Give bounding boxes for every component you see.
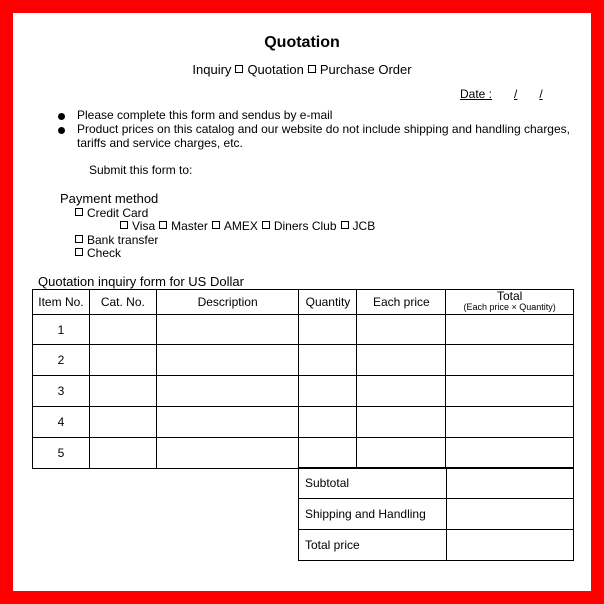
summary-row-total [299, 530, 574, 561]
checkbox-jcb[interactable] [341, 221, 349, 229]
quantity-cell[interactable] [299, 345, 357, 376]
table-row [33, 407, 574, 438]
description-cell[interactable] [156, 438, 299, 469]
date-label: Date : [460, 87, 493, 101]
bullet-prices-note: Product prices on this catalog and our website do not include shipping and handling charges, [77, 122, 570, 136]
header-each-price: Each price [357, 290, 446, 315]
payment-credit-card[interactable] [75, 206, 148, 220]
cat-no-cell[interactable] [89, 345, 156, 376]
each-price-cell[interactable] [357, 407, 446, 438]
card-visa-label: Visa [132, 219, 156, 233]
summary-row-subtotal [299, 468, 574, 499]
quantity-cell[interactable] [299, 407, 357, 438]
checkbox-check[interactable] [75, 248, 83, 256]
item-no-cell: 4 [33, 407, 90, 438]
total-cell[interactable] [446, 376, 574, 407]
total-price-label: Total price [299, 530, 447, 561]
check-label: Check [87, 246, 122, 260]
subtotal-label: Subtotal [299, 468, 447, 499]
table-row [33, 438, 574, 469]
shipping-label: Shipping and Handling [299, 499, 447, 530]
quantity-cell[interactable] [299, 438, 357, 469]
bank-transfer-label: Bank transfer [87, 233, 159, 247]
each-price-cell[interactable] [357, 438, 446, 469]
credit-card-label: Credit Card [87, 206, 149, 220]
card-jcb-label: JCB [352, 219, 376, 233]
item-no-cell: 5 [33, 438, 90, 469]
date-separator-1: / [514, 87, 518, 101]
option-purchase-order-label: Purchase Order [319, 62, 412, 77]
each-price-cell[interactable] [357, 345, 446, 376]
description-cell[interactable] [156, 376, 299, 407]
each-price-cell[interactable] [357, 376, 446, 407]
each-price-cell[interactable] [357, 315, 446, 345]
item-no-cell: 1 [33, 315, 90, 345]
total-cell[interactable] [446, 315, 574, 345]
summary-table [298, 467, 574, 561]
checkbox-amex[interactable] [212, 221, 220, 229]
table-row [33, 345, 574, 376]
header-cat-no: Cat. No. [89, 290, 156, 315]
bullet-email-instruction: Please complete this form and sendus by e-mail [77, 108, 333, 122]
cat-no-cell[interactable] [89, 438, 156, 469]
quantity-cell[interactable] [299, 376, 357, 407]
card-types [120, 219, 375, 233]
cat-no-cell[interactable] [89, 315, 156, 345]
header-total-label: Total [496, 289, 523, 303]
total-price-value-cell[interactable] [446, 530, 573, 561]
description-cell[interactable] [156, 315, 299, 345]
description-cell[interactable] [156, 407, 299, 438]
submit-label: Submit this form to: [89, 163, 193, 177]
payment-method-heading: Payment method [60, 191, 159, 206]
checkbox-master[interactable] [159, 221, 167, 229]
payment-check[interactable] [75, 246, 121, 260]
total-cell[interactable] [446, 438, 574, 469]
card-amex-label: AMEX [223, 219, 258, 233]
option-quotation-label: Quotation [247, 62, 304, 77]
date-separator-2: / [539, 87, 543, 101]
checkbox-purchase-order[interactable] [308, 65, 316, 73]
total-cell[interactable] [446, 345, 574, 376]
shipping-value-cell[interactable] [446, 499, 573, 530]
checkbox-bank-transfer[interactable] [75, 235, 83, 243]
document-type-options [13, 62, 591, 77]
bullet-dot-2 [58, 127, 65, 134]
quantity-cell[interactable] [299, 315, 357, 345]
description-cell[interactable] [156, 345, 299, 376]
quotation-table [32, 289, 574, 469]
subtotal-value-cell[interactable] [446, 468, 573, 499]
table-row [33, 315, 574, 345]
header-quantity: Quantity [299, 290, 357, 315]
checkbox-credit-card[interactable] [75, 208, 83, 216]
total-cell[interactable] [446, 407, 574, 438]
checkbox-diners[interactable] [262, 221, 270, 229]
summary-row-shipping [299, 499, 574, 530]
table-row [33, 376, 574, 407]
page-title: Quotation [264, 34, 340, 51]
card-diners-label: Diners Club [273, 219, 337, 233]
date-field[interactable] [460, 87, 543, 101]
bullet-dot-1 [58, 113, 65, 120]
option-inquiry-label: Inquiry [192, 62, 232, 77]
table-header-row [33, 290, 574, 315]
header-total-sub: (Each price × Quantity) [463, 302, 556, 312]
checkbox-visa[interactable] [120, 221, 128, 229]
header-item-no: Item No. [33, 290, 90, 315]
quotation-sheet [13, 13, 591, 591]
header-description: Description [156, 290, 299, 315]
item-no-cell: 3 [33, 376, 90, 407]
table-caption: Quotation inquiry form for US Dollar [38, 274, 244, 289]
cat-no-cell[interactable] [89, 407, 156, 438]
cat-no-cell[interactable] [89, 376, 156, 407]
checkbox-quotation[interactable] [235, 65, 243, 73]
payment-bank-transfer[interactable] [75, 233, 158, 247]
bullet-prices-note-cont: tariffs and service charges, etc. [77, 136, 243, 150]
header-total [446, 290, 574, 315]
card-master-label: Master [171, 219, 208, 233]
item-no-cell: 2 [33, 345, 90, 376]
